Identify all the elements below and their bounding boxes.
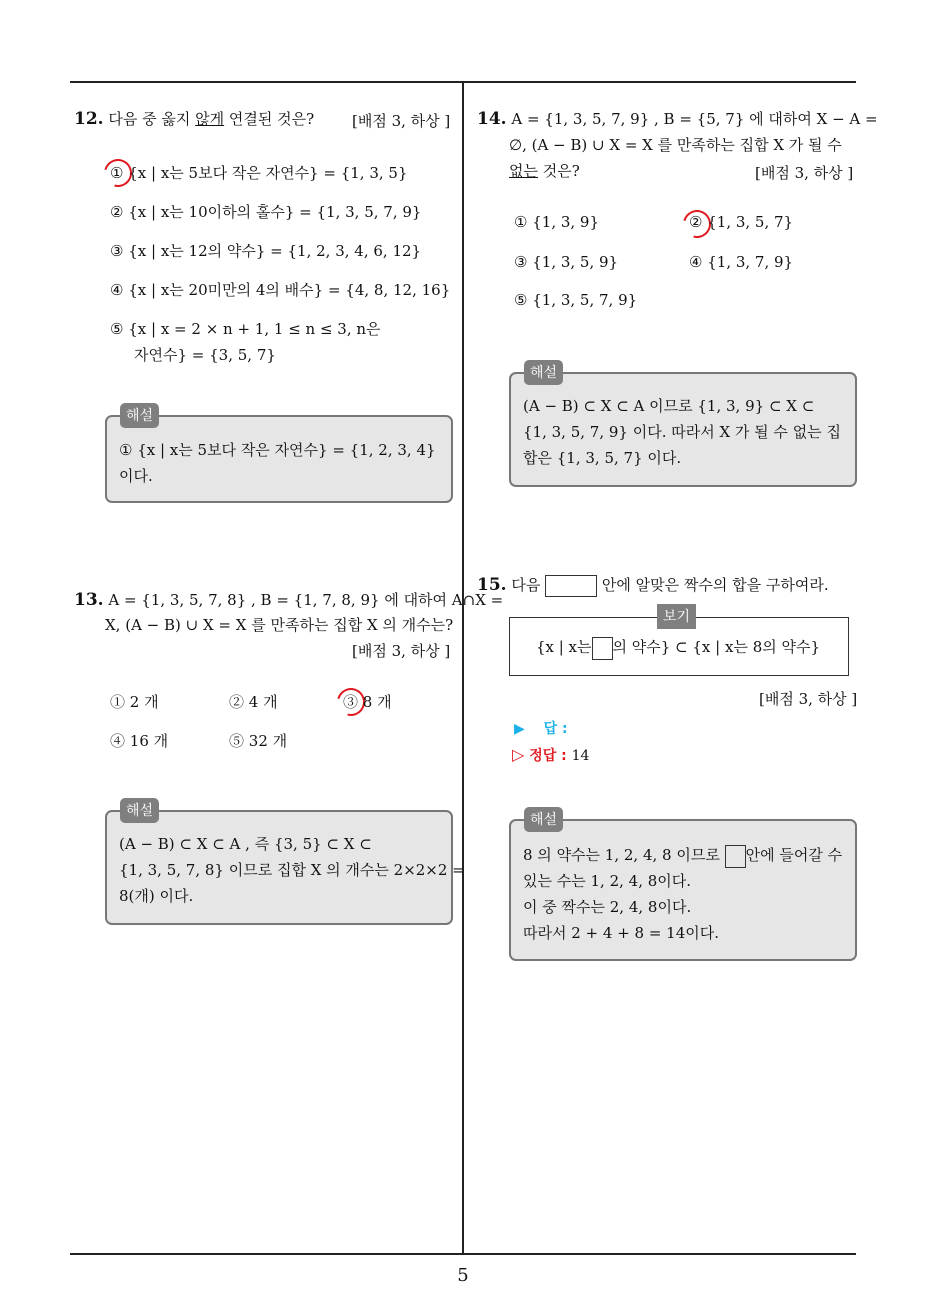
option-text: {x | x는 12의 약수} = {1, 2, 3, 4, 6, 12}: [128, 242, 422, 260]
q15-blank-box: [545, 575, 597, 597]
option-mark: ④: [110, 732, 126, 750]
option-mark: ③: [343, 693, 359, 711]
q15-stem-text: 다음: [511, 576, 541, 594]
q14-stem-underline: 없는: [509, 162, 538, 180]
option-mark: ⑤: [514, 291, 528, 309]
q12-exp-line-1: ① {x | x는 5보다 작은 자연수} = {1, 2, 3, 4}: [119, 441, 436, 459]
option-text: 32 개: [248, 732, 288, 750]
q14-stem-text-end: 것은?: [537, 162, 580, 180]
q14-stem-text: A = {1, 3, 5, 7, 9} , B = {5, 7} 에 대하여 X − A =: [511, 110, 878, 128]
q12-stem: [74, 108, 314, 129]
q12-exp-line-2: 이다.: [119, 467, 153, 485]
page-number: 5: [457, 1265, 469, 1286]
q15-exp-line-4: 따라서 2 + 4 + 8 = 14이다.: [523, 924, 720, 942]
play-arrow-icon: ▶: [514, 721, 525, 737]
q12-stem-text: 다음 중 옳지: [108, 110, 196, 128]
option-text: {1, 3, 5, 7}: [707, 213, 794, 231]
q13-explanation-box: [105, 810, 465, 925]
q15-exp-blank-box: [725, 845, 746, 868]
q13-option-1[interactable]: [110, 691, 159, 712]
q15-exp-line-2: 있는 수는 1, 2, 4, 8이다.: [523, 872, 692, 890]
option-mark: ②: [229, 693, 245, 711]
q14-number: 14.: [477, 109, 507, 129]
q14-meta: [배점 3, 하상 ]: [755, 164, 854, 182]
q14-exp-line-2: {1, 3, 5, 7, 9} 이다. 따라서 X 가 될 수 없는 집: [523, 423, 841, 441]
q12-number: 12.: [74, 109, 104, 129]
option-text: 2 개: [129, 693, 159, 711]
option-text: {x | x는 20미만의 4의 배수} = {4, 8, 12, 16}: [128, 281, 451, 299]
q15-stem: [477, 574, 829, 597]
q12-explanation-box: [105, 415, 453, 503]
option-mark: ①: [110, 693, 126, 711]
q12-explanation-tag: 해설: [120, 403, 159, 428]
option-mark: ②: [110, 203, 124, 221]
q15-correct-answer-row: [512, 745, 589, 765]
q13-stem-line-1: [74, 589, 503, 610]
option-mark: ⑤: [229, 732, 245, 750]
option-mark: ②: [689, 213, 703, 231]
bogi-text-end: 의 약수} ⊂ {x | x는 8의 약수}: [612, 638, 821, 656]
q14-stem-line-3: [509, 160, 580, 181]
option-text: {x | x는 10이하의 홀수} = {1, 3, 5, 7, 9}: [128, 203, 422, 221]
q12-stem-text-end: 연결된 것은?: [224, 110, 315, 128]
q15-exp-line-1: [523, 844, 842, 868]
q14-stem-line-2: ∅, (A − B) ∪ X = X 를 만족하는 집합 X 가 될 수: [509, 136, 842, 154]
q15-stem-text-end: 안에 알맞은 짝수의 합을 구하여라.: [601, 576, 829, 594]
q13-explanation-tag: 해설: [120, 798, 159, 823]
q13-stem-text: A = {1, 3, 5, 7, 8} , B = {1, 7, 8, 9} 에 대하여 A∩X =: [108, 591, 504, 609]
q14-exp-line-3: 합은 {1, 3, 5, 7} 이다.: [523, 449, 682, 467]
q14-option-2[interactable]: [689, 213, 793, 231]
option-mark: ⑤: [110, 320, 124, 338]
q12-option-1[interactable]: [110, 162, 408, 183]
q12-stem-underline: 않게: [195, 110, 225, 128]
option-text: {x | x = 2 × n + 1, 1 ≤ n ≤ 3, n은: [128, 320, 381, 338]
q15-bogi-tag: 보기: [657, 604, 696, 629]
q12-meta: [배점 3, 하상 ]: [352, 112, 451, 130]
option-mark: ④: [689, 253, 703, 271]
q13-option-3[interactable]: [343, 691, 392, 712]
q14-explanation-tag: 해설: [524, 360, 563, 385]
option-mark: ④: [110, 281, 124, 299]
q13-option-2[interactable]: [229, 691, 278, 712]
q13-exp-line-3: 8(개) 이다.: [119, 887, 194, 905]
q15-bogi-blank-box: [592, 637, 613, 660]
q12-option-5-cont: 자연수} = {3, 5, 7}: [134, 346, 276, 364]
exp-text-end: 안에 들어갈 수: [745, 846, 843, 864]
option-text: {1, 3, 9}: [532, 213, 600, 231]
column-divider: [462, 82, 464, 1254]
option-text: 4 개: [248, 693, 278, 711]
q12-option-3[interactable]: [110, 240, 421, 261]
option-mark: ③: [514, 253, 528, 271]
q15-meta: [배점 3, 하상 ]: [759, 690, 858, 708]
q15-correct-label: 정답 :: [529, 748, 567, 764]
q14-explanation-box: [509, 372, 857, 487]
bogi-text: {x | x는: [535, 638, 592, 656]
q13-stem-line-2: X, (A − B) ∪ X = X 를 만족하는 집합 X 의 개수는?: [105, 616, 454, 634]
q13-number: 13.: [74, 590, 104, 610]
option-text: {1, 3, 5, 9}: [532, 253, 619, 271]
exp-text: 8 의 약수는 1, 2, 4, 8 이므로: [523, 846, 720, 864]
q15-explanation-box: [509, 819, 857, 961]
q14-option-4[interactable]: [689, 253, 793, 271]
q13-option-4[interactable]: [110, 730, 168, 751]
q14-exp-line-1: (A − B) ⊂ X ⊂ A 이므로 {1, 3, 9} ⊂ X ⊂: [523, 397, 815, 415]
q15-exp-line-3: 이 중 짝수는 2, 4, 8이다.: [523, 898, 692, 916]
q15-answer-label: 답 :: [543, 721, 568, 737]
option-mark: ①: [514, 213, 528, 231]
q15-correct-value: 14: [571, 748, 590, 764]
q13-exp-line-2: {1, 3, 5, 7, 8} 이므로 집합 X 의 개수는 2×2×2 =: [119, 861, 465, 879]
q13-exp-line-1: (A − B) ⊂ X ⊂ A , 즉 {3, 5} ⊂ X ⊂: [119, 835, 372, 853]
option-text: 8 개: [362, 693, 392, 711]
outline-arrow-icon: ▷: [512, 745, 525, 764]
q14-option-5[interactable]: [514, 291, 637, 309]
q14-option-3[interactable]: [514, 253, 618, 271]
q12-option-4[interactable]: [110, 279, 450, 300]
q15-bogi-content: [510, 636, 846, 660]
bottom-rule: [70, 1253, 856, 1255]
q15-number: 15.: [477, 575, 507, 595]
q12-option-2[interactable]: [110, 201, 421, 222]
option-mark: ①: [110, 164, 124, 182]
option-mark: ③: [110, 242, 124, 260]
option-text: {1, 3, 7, 9}: [707, 253, 794, 271]
q14-option-1[interactable]: [514, 213, 599, 231]
option-text: 16 개: [129, 732, 169, 750]
q15-answer-row: [514, 718, 568, 738]
q14-stem-line-1: [477, 108, 878, 129]
q15-explanation-tag: 해설: [524, 807, 563, 832]
option-text: {1, 3, 5, 7, 9}: [532, 291, 638, 309]
q13-option-5[interactable]: [229, 730, 287, 751]
q12-option-5[interactable]: [110, 318, 381, 339]
option-text: {x | x는 5보다 작은 자연수} = {1, 3, 5}: [128, 164, 408, 182]
q13-meta: [배점 3, 하상 ]: [352, 642, 451, 660]
